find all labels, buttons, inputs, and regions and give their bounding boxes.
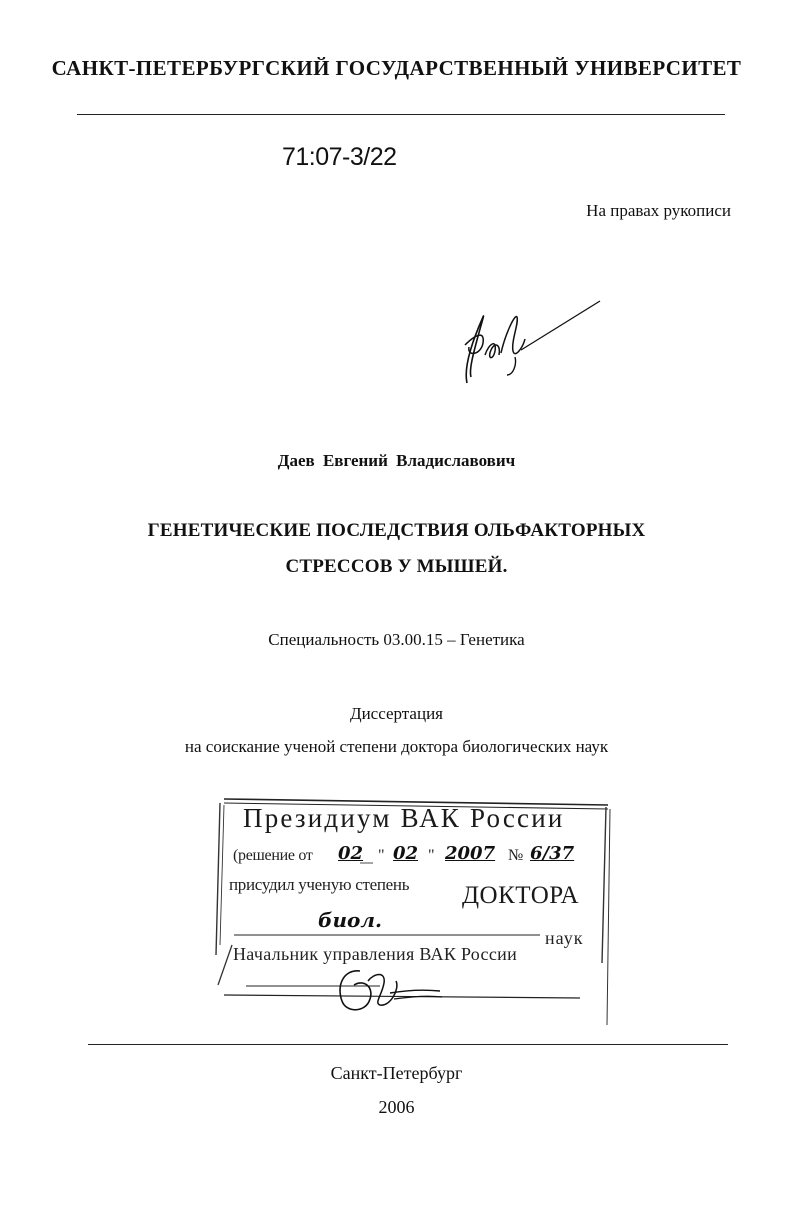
stamp-handwritten-day: 02 [338,843,364,864]
stamp-handwritten-number: 6/37 [530,843,575,864]
stamp-sciences-label: наук [545,928,584,948]
stamp-handwritten-field: биол. [318,908,382,932]
stamp-head-label: Начальник управления ВАК России [233,944,518,964]
stamp-quote-open: " [378,847,385,864]
stamp-handwritten-year: 2007 [445,843,496,864]
university-name: САНКТ-ПЕТЕРБУРГСКИЙ ГОСУДАРСТВЕННЫЙ УНИВЕРСИТЕТ [51,56,742,80]
year: 2006 [378,1097,415,1117]
city: Санкт-Петербург [330,1063,463,1083]
footer-divider [88,1044,728,1045]
document-type: Диссертация [349,704,443,723]
stamp-number-label: № [508,847,524,864]
stamp-awarded-label: присудил ученую степень [229,875,410,894]
stamp-decision-label: (решение от [233,847,313,864]
stamp-title: Президиум ВАК России [243,803,565,833]
specialty: Специальность 03.00.15 – Генетика [268,630,525,649]
catalog-code: 71:07-3/22 [282,143,397,171]
manuscript-rights-note: На правах рукописи [586,201,731,220]
author-name: Даев Евгений Владиславович [277,451,516,470]
signature-icon [330,965,450,1015]
stamp-quote-close: " [428,847,435,864]
dissertation-title-line1: ГЕНЕТИЧЕСКИЕ ПОСЛЕДСТВИЯ ОЛЬФАКТОРНЫХ [147,520,646,541]
dissertation-title-line2: СТРЕССОВ У МЫШЕЙ. [285,556,508,577]
signature-icon [455,295,605,390]
degree-sought: на соискание ученой степени доктора биологических наук [184,737,609,756]
stamp-handwritten-month: 02 [393,843,419,864]
header-divider [77,114,725,115]
stamp-degree: ДОКТОРА [462,882,580,909]
